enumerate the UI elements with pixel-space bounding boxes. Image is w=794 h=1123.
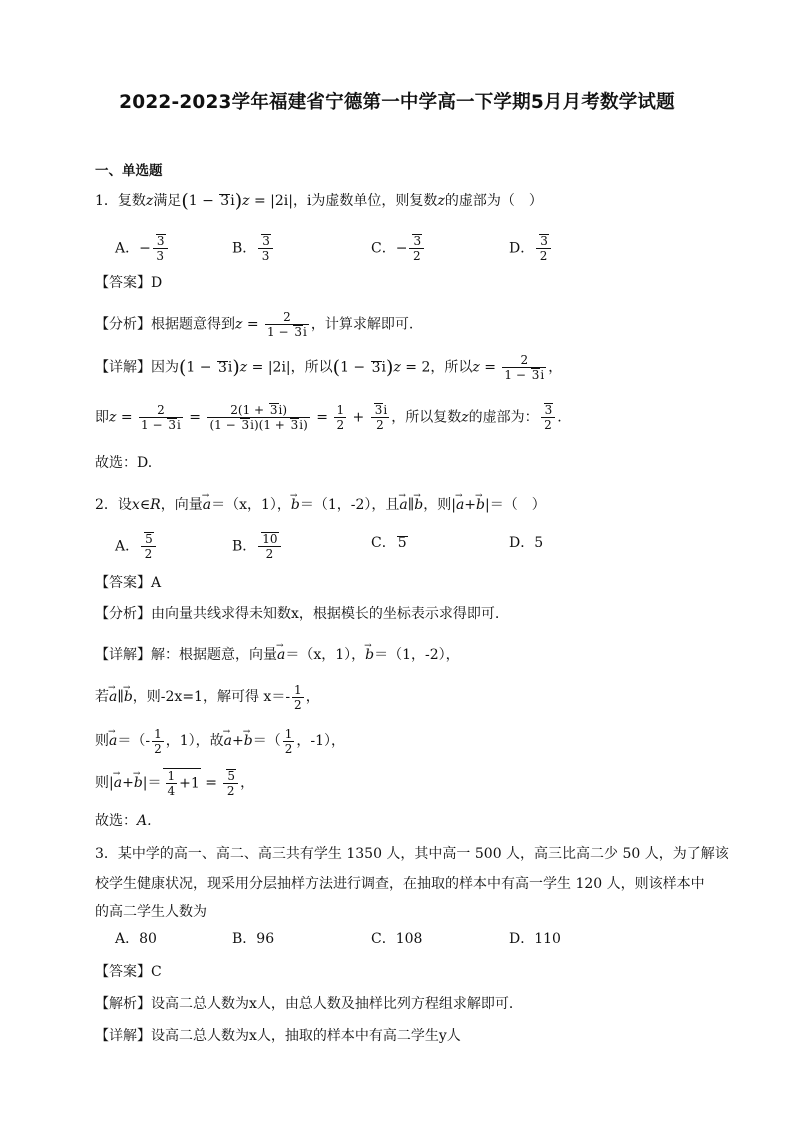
section-heading: 一、单选题 xyxy=(95,163,163,179)
q2-detail: 【详解】解：根据题意，向量→ a＝（x，1），→ b＝（1，-2）， xyxy=(95,638,460,666)
q2-answer: 【答案】A xyxy=(95,575,162,591)
q3-analysis: 【解析】设高二总人数为x人，由总人数及抽样比列方程组求解即可． xyxy=(95,996,523,1012)
q2-option-d: D．5 xyxy=(509,535,544,551)
q1-option-b: B． $\frac{3}{3}$ xyxy=(232,234,275,263)
q3-option-b: B．96 xyxy=(232,931,275,947)
question-3-stem-2: 校学生健康状况，现采用分层抽样方法进行调查，在抽取的样本中有高一学生 120 人，则该样本中 xyxy=(95,876,705,892)
q3-detail: 【详解】设高二总人数为x人，抽取的样本中有高二学生y人 xyxy=(95,1028,461,1044)
q2-detail-line3: 则→ a＝（- $\frac{1}{2}$ ，1），故→ a+→ b＝（ $\frac{1}{2}$ ，-1）， xyxy=(95,724,345,756)
page-title: 2022-2023学年福建省宁德第一中学高一下学期5月月考数学试题 xyxy=(119,92,675,113)
q2-option-a: A． $\frac{5}{2}$ xyxy=(115,532,158,561)
q2-detail-line2: 若→ a∥→ b，则-2x=1，解可得 x＝- $\frac{1}{2}$ ， xyxy=(95,680,320,712)
q1-analysis: 【分析】根据题意得到z = $\frac{2}{1 - 3i}$ ，计算求解即可. xyxy=(95,310,414,339)
q1-detail-2: 即z = $\frac{2}{1 - 3i}$ = $\frac{2(1 + 3i)}{(1 - 3i)(1 + 3i)}$ = $\frac{1}{2}$ + $\frac{3i}{2}$ ，所以复数z的虚部为： $\frac{3}{2}$ . xyxy=(95,403,562,432)
q1-option-d: D． $\frac{3}{2}$ xyxy=(509,234,553,263)
q3-option-c: C．108 xyxy=(371,931,423,947)
q1-answer: 【答案】D xyxy=(95,275,163,291)
q2-detail-line4: 则|→ a+→ b|＝ $\frac{1}{4}$ +1 = $\frac{5}{2}$ ， xyxy=(95,766,254,798)
question-3-stem-1: 3．某中学的高一、高二、高三共有学生 1350 人，其中高一 500 人，高三比高二少 50 人，为了解该 xyxy=(95,846,729,862)
q2-analysis: 【分析】由向量共线求得未知数x，根据模长的坐标表示求得即可. xyxy=(95,606,500,622)
q1-option-c: C．− $\frac{3}{2}$ xyxy=(371,234,426,263)
q2-option-b: B． $\frac{10}{2}$ xyxy=(232,532,283,561)
q3-answer: 【答案】C xyxy=(95,964,162,980)
q3-option-a: A．80 xyxy=(115,931,157,947)
question-3-stem-3: 的高二学生人数为 xyxy=(95,904,207,920)
q1-option-a: A．− $\frac{3}{3}$ xyxy=(115,234,170,263)
question-2-stem: 2．设x∈R，向量→ a＝（x，1），→ b＝（1，-2），且→ a∥→ b，则|→ a+→ b|＝（ ） xyxy=(95,488,546,516)
question-1-stem: 1．复数z满足(1 − 3i)z = |2i|，i为虚数单位，则复数z的虚部为（ ） xyxy=(95,190,543,212)
q2-choose: 故选：A. xyxy=(95,813,152,829)
q1-choose: 故选：D. xyxy=(95,455,153,471)
q2-option-c: C． 5 xyxy=(371,535,407,551)
q1-detail: 【详解】因为(1 − 3i)z = |2i|，所以(1 − 3i)z = 2，所以z = $\frac{2}{1 - 3i}$ ， xyxy=(95,353,563,382)
q3-option-d: D．110 xyxy=(509,931,561,947)
